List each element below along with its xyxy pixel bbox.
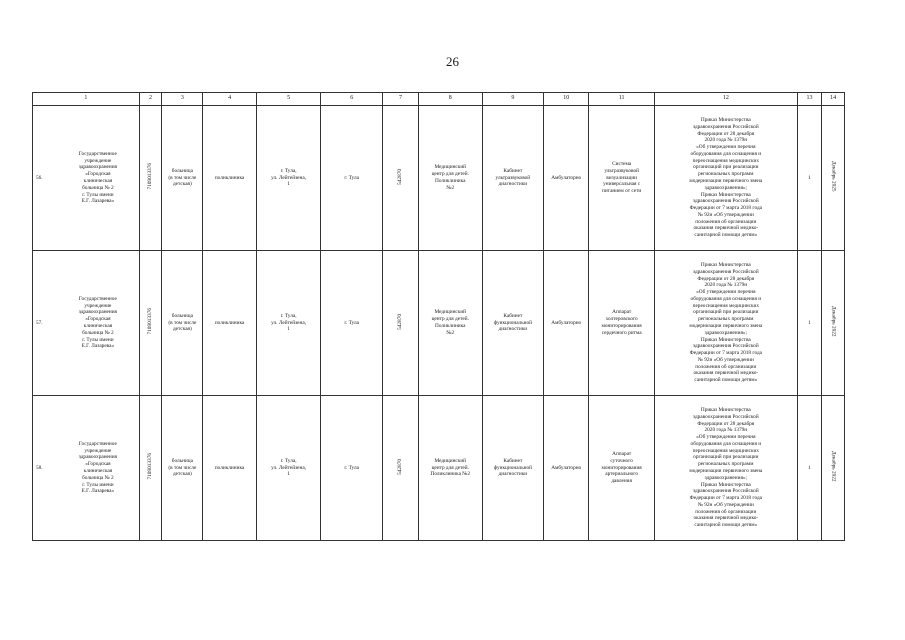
column-header: 10	[544, 93, 589, 106]
organization-name: Государственное учреждение здравоохранения «Городская клиническая больница № 2 г. Тулы имени Е.Г. Лазарева»	[78, 440, 117, 495]
address: г. Тула, ул. Лейтейзена, 1	[256, 396, 321, 541]
code-cell	[383, 251, 419, 396]
cabinet: Кабинет функциональной диагностики	[482, 396, 544, 541]
quantity: 1	[797, 106, 822, 251]
date-cell	[822, 251, 845, 396]
row-number: 56.	[36, 174, 43, 181]
header-row	[33, 93, 845, 106]
column-header: 9	[482, 93, 544, 106]
address: г. Тула, ул. Лейтейзена, 1	[256, 106, 321, 251]
condition: Амбулаторно	[544, 106, 589, 251]
column-header: 3	[162, 93, 203, 106]
code-value: 542870	[397, 458, 404, 475]
cabinet: Кабинет ультразвуковой диагностики	[482, 106, 544, 251]
quantity: 1	[797, 251, 822, 396]
inn-cell	[139, 106, 162, 251]
inn-cell	[139, 396, 162, 541]
code-value: 542870	[397, 313, 404, 330]
equipment: Аппарат холтеровского мониторирования сердечного ритма	[589, 251, 655, 396]
column-header: 2	[139, 93, 162, 106]
inn-cell	[139, 251, 162, 396]
column-header: 11	[589, 93, 655, 106]
address: г. Тула, ул. Лейтейзена, 1	[256, 251, 321, 396]
row-number: 58.	[36, 464, 43, 471]
table-row	[33, 396, 845, 541]
condition: Амбулаторно	[544, 396, 589, 541]
legal-basis: Приказ Министерства здравоохранения Российской Федерации от 28 декабря 2020 года № 1379н «Об утверждении перечня оборудования для оснащения и переоснащения медицинских организаций при реализации региональных программ модернизации первичного звена здравоохранения»; Приказ Министерства здравоохранения Российской Федерации от 7 марта 2018 года № 92н «Об утверждении положения об организации оказания первичной медико- санитарной помощи детям»	[654, 396, 797, 541]
date-value: Декабрь 2022	[830, 451, 837, 482]
column-header: 5	[256, 93, 321, 106]
care-type: поликлиника	[203, 251, 256, 396]
inn-value: 7109013376	[147, 308, 154, 335]
column-header: 6	[321, 93, 383, 106]
city: г. Тула	[321, 106, 383, 251]
division: Медицинский центр для детей. Поликлиника №2	[418, 251, 482, 396]
column-header: 4	[203, 93, 256, 106]
table-row	[33, 106, 845, 251]
row-cell-num-org	[33, 396, 140, 541]
code-cell	[383, 106, 419, 251]
column-header: 7	[383, 93, 419, 106]
date-value: Декабрь 2025	[830, 161, 837, 192]
equipment-table	[32, 92, 845, 541]
organization-name: Государственное учреждение здравоохранения «Городская клиническая больница № 2 г. Тулы имени Е.Г. Лазарева»	[78, 295, 117, 350]
division: Медицинский центр для детей. Поликлиника №2	[418, 396, 482, 541]
row-number: 57.	[36, 319, 43, 326]
facility-type: больница (в том числе детская)	[162, 106, 203, 251]
condition: Амбулаторно	[544, 251, 589, 396]
row-cell-num-org	[33, 106, 140, 251]
inn-value: 7109013376	[147, 163, 154, 190]
legal-basis: Приказ Министерства здравоохранения Российской Федерации от 28 декабря 2020 года № 1379н «Об утверждении перечня оборудования для оснащения и переоснащения медицинских организаций при реализации региональных программ модернизации первичного звена здравоохранения»; Приказ Министерства здравоохранения Российской Федерации от 7 марта 2018 года № 92н «Об утверждении положения об организации оказания первичной медико- санитарной помощи детям»	[654, 106, 797, 251]
column-header: 12	[654, 93, 797, 106]
quantity: 1	[797, 396, 822, 541]
care-type: поликлиника	[203, 396, 256, 541]
code-cell	[383, 396, 419, 541]
city: г. Тула	[321, 251, 383, 396]
code-value: 542870	[397, 168, 404, 185]
city: г. Тула	[321, 396, 383, 541]
column-header: 14	[822, 93, 845, 106]
facility-type: больница (в том числе детская)	[162, 396, 203, 541]
facility-type: больница (в том числе детская)	[162, 251, 203, 396]
table-row	[33, 251, 845, 396]
date-cell	[822, 396, 845, 541]
organization-name: Государственное учреждение здравоохранения «Городская клиническая больница № 2 г. Тулы имени Е.Г. Лазарева»	[78, 150, 117, 205]
column-header: 8	[418, 93, 482, 106]
care-type: поликлиника	[203, 106, 256, 251]
column-header: 13	[797, 93, 822, 106]
equipment: Система ультразвуковой визуализации универсальная с питанием от сети	[589, 106, 655, 251]
column-header: 1	[33, 93, 140, 106]
cabinet: Кабинет функциональной диагностики	[482, 251, 544, 396]
row-cell-num-org	[33, 251, 140, 396]
date-cell	[822, 106, 845, 251]
inn-value: 7109013376	[147, 453, 154, 480]
division: Медицинский центр для детей. Поликлиника №2	[418, 106, 482, 251]
equipment: Аппарат суточного мониторирования артериального давления	[589, 396, 655, 541]
legal-basis: Приказ Министерства здравоохранения Российской Федерации от 28 декабря 2020 года № 1379н «Об утверждении перечня оборудования для оснащения и переоснащения медицинских организаций при реализации региональных программ модернизации первичного звена здравоохранения»; Приказ Министерства здравоохранения Российской Федерации от 7 марта 2018 года № 92н «Об утверждении положения об организации оказания первичной медико- санитарной помощи детям»	[654, 251, 797, 396]
page-number: 26	[446, 54, 459, 69]
date-value: Декабрь 2022	[830, 306, 837, 337]
